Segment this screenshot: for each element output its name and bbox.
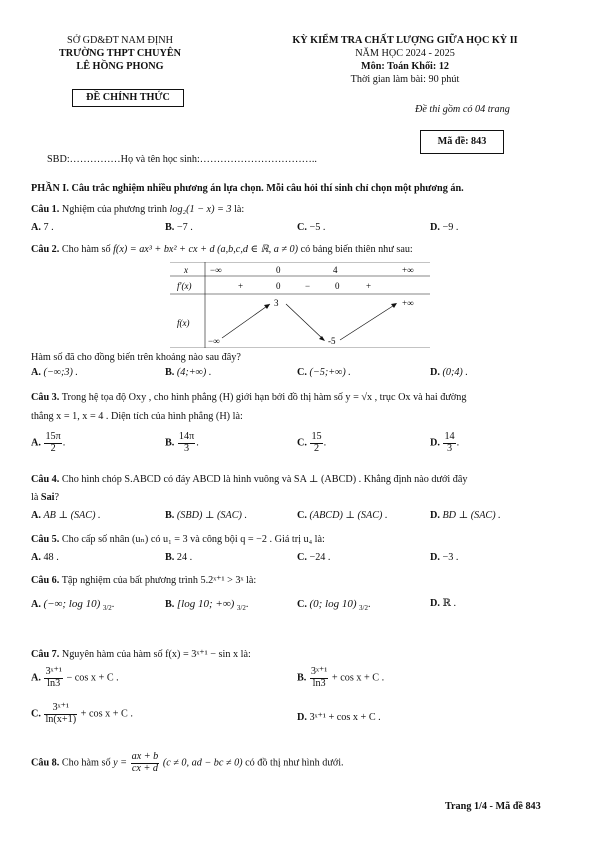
q4-option-d: D. BD ⊥ (SAC) . [430, 510, 501, 521]
q4-line2: là Sai? [31, 492, 60, 503]
q6-option-d: D. ℝ . [430, 598, 457, 609]
school-name-2: LÊ HỒNG PHONG [76, 61, 164, 72]
q4-option-a: A. AB ⊥ (SAC) . [31, 510, 101, 521]
pages-note: Đề thi gồm có 04 trang [415, 104, 510, 115]
q8-pre: Cho hàm số [61, 757, 111, 769]
tbl-f-1: 3 [274, 298, 279, 308]
q6-label: Câu 6. [31, 575, 60, 586]
tbl-f-3: +∞ [402, 298, 414, 308]
q3-line2: thẳng x = 1, x = 4 . Diện tích của hình phẳng (H) là: [31, 411, 243, 422]
q4-line1: Cho hình chóp S.ABCD có đáy ABCD là hình vuông và SA ⊥ (ABCD) . Khẳng định nào dưới đây [61, 474, 468, 485]
arrow-down [286, 304, 324, 340]
q3-option-d: D. $\frac{14}{3}$ . [430, 431, 460, 454]
q1-option-a: A. 7 . [31, 222, 54, 233]
q1-expr: log₂(1 − x) = 3 [169, 204, 232, 215]
question-8: Câu 8. Cho hàm số y = $\frac{ax + b}{cx + d}$ (c ≠ 0, ad − bc ≠ 0) có đồ thị như hình dưới. [31, 751, 344, 774]
q1-option-c: C. −5 . [297, 222, 326, 233]
q3-line1: Trong hệ tọa độ Oxy , cho hình phẳng (H) giới hạn bởi đồ thị hàm số y = √x , trục Ox và hai đường [61, 392, 467, 403]
question-2 [31, 244, 413, 255]
q8-label: Câu 8. [31, 757, 60, 769]
question-4 [31, 474, 467, 485]
exam-code: Mã đề: 843 [420, 130, 504, 154]
q7-text: Nguyên hàm của hàm số f(x) = 3ˣ⁺¹ − sin x là: [61, 649, 251, 660]
q2-text: Cho hàm số [61, 244, 111, 255]
tbl-sign-2: − [305, 281, 311, 291]
tbl-fprime-label: f′(x) [177, 281, 192, 291]
subject: Môn: Toán Khối: 12 [360, 61, 450, 72]
q7-option-a: A. $\frac{\text{3ˣ⁺¹}}{\ln 3}$ − cos x + C . [31, 666, 119, 689]
tbl-sign-1: 0 [276, 281, 281, 291]
q5-option-b: B. 24 . [165, 552, 193, 563]
q2-option-a: A. (−∞;3) . [31, 367, 78, 378]
exam-header [245, 34, 565, 86]
official-badge: ĐỀ CHÍNH THỨC [72, 89, 184, 107]
q2-label: Câu 2. [31, 244, 60, 255]
q3-label: Câu 3. [31, 392, 60, 403]
q7-option-d: D. 3ˣ⁺¹ + cos x + C . [297, 712, 381, 723]
q3-option-a: A. $\frac{15\pi}{2}$ . [31, 431, 66, 454]
arrow-up-2 [340, 304, 396, 340]
q5-label: Câu 5. [31, 534, 60, 545]
q7-option-b: B. $\frac{\text{3ˣ⁺¹}}{\ln 3}$ + cos x + C . [297, 666, 385, 689]
q5-option-a: A. 48 . [31, 552, 59, 563]
q8-tail: có đồ thị như hình dưới. [245, 757, 344, 769]
question-6 [31, 575, 256, 586]
q4-option-b: B. (SBD) ⊥ (SAC) . [165, 510, 248, 521]
q5-option-c: C. −24 . [297, 552, 331, 563]
q3-option-c: C. $\frac{15}{2}$ . [297, 431, 327, 454]
tbl-sign-3: 0 [335, 281, 340, 291]
question-3 [31, 392, 466, 403]
q6-option-b: B. [log 10; +∞) $_{3/2}$. [165, 598, 249, 613]
tbl-x-2: 4 [333, 265, 338, 275]
school-header [40, 34, 200, 73]
q8-cond: (c ≠ 0, ad − bc ≠ 0) [162, 757, 243, 769]
student-info-line: SBD:……………Họ và tên học sinh:…………………………….. [47, 154, 317, 165]
variation-table [170, 262, 430, 348]
tbl-f-2: -5 [328, 336, 336, 346]
exam-title: KỲ KIỂM TRA CHẤT LƯỢNG GIỮA HỌC KỲ II [292, 35, 518, 46]
q2-question: Hàm số đã cho đồng biến trên khoảng nào sau đây? [31, 352, 241, 363]
q5-text: Cho cấp số nhân (uₙ) có u₁ = 3 và công bội q = −2 . Giá trị u₄ là: [61, 534, 325, 545]
tbl-f-0: −∞ [208, 336, 220, 346]
tbl-sign-4: + [366, 281, 372, 291]
q4-option-c: C. (ABCD) ⊥ (SAC) . [297, 510, 388, 521]
q1-option-d: D. −9 . [430, 222, 459, 233]
tbl-sign-0: + [238, 281, 244, 291]
q5-option-d: D. −3 . [430, 552, 459, 563]
school-year: NĂM HỌC 2024 - 2025 [355, 48, 455, 59]
q2-option-d: D. (0;4) . [430, 367, 468, 378]
department: SỞ GD&ĐT NAM ĐỊNH [67, 35, 173, 46]
duration: Thời gian làm bài: 90 phút [350, 74, 460, 85]
q1-label: Câu 1. [31, 204, 60, 215]
tbl-x-label: x [184, 265, 188, 275]
q3-option-b: B. $\frac{14\pi}{3}$ . [165, 431, 199, 454]
q6-text: Tập nghiệm của bất phương trình 5.2ˣ⁺¹ > 3ˣ là: [61, 575, 257, 586]
q6-option-a: A. (−∞; log 10) $_{3/2}$. [31, 598, 115, 613]
q6-option-c: C. (0; log 10) $_{3/2}$. [297, 598, 371, 613]
q7-option-c: C. $\frac{\text{3ˣ⁺¹}}{\ln(x+1)}$ + cos x + C . [31, 702, 133, 725]
question-7 [31, 649, 251, 660]
school-name: TRƯỜNG THPT CHUYÊN [58, 48, 182, 59]
arrow-up-1 [222, 304, 270, 338]
question-1 [31, 204, 244, 215]
part-heading: PHẦN I. Câu trắc nghiệm nhiều phương án lựa chọn. Mỗi câu hỏi thí sinh chỉ chọn một phương án. [31, 183, 464, 194]
tbl-x-1: 0 [276, 265, 281, 275]
q1-tail: là: [234, 204, 245, 215]
tbl-x-0: −∞ [210, 265, 222, 275]
page-footer: Trang 1/4 - Mã đề 843 [445, 801, 541, 812]
q2-tail: có bảng biến thiên như sau: [300, 244, 413, 255]
q1-text: Nghiệm của phương trình [61, 204, 167, 215]
q7-label: Câu 7. [31, 649, 60, 660]
q2-option-c: C. (−5;+∞) . [297, 367, 351, 378]
tbl-f-label: f(x) [177, 318, 190, 328]
q4-label: Câu 4. [31, 474, 60, 485]
q2-option-b: B. (4;+∞) . [165, 367, 212, 378]
q1-option-b: B. −7 . [165, 222, 193, 233]
tbl-x-3: +∞ [402, 265, 414, 275]
question-5 [31, 534, 325, 545]
q2-expr: f(x) = ax³ + bx² + cx + d (a,b,c,d ∈ ℝ, a ≠ 0) [113, 244, 299, 255]
